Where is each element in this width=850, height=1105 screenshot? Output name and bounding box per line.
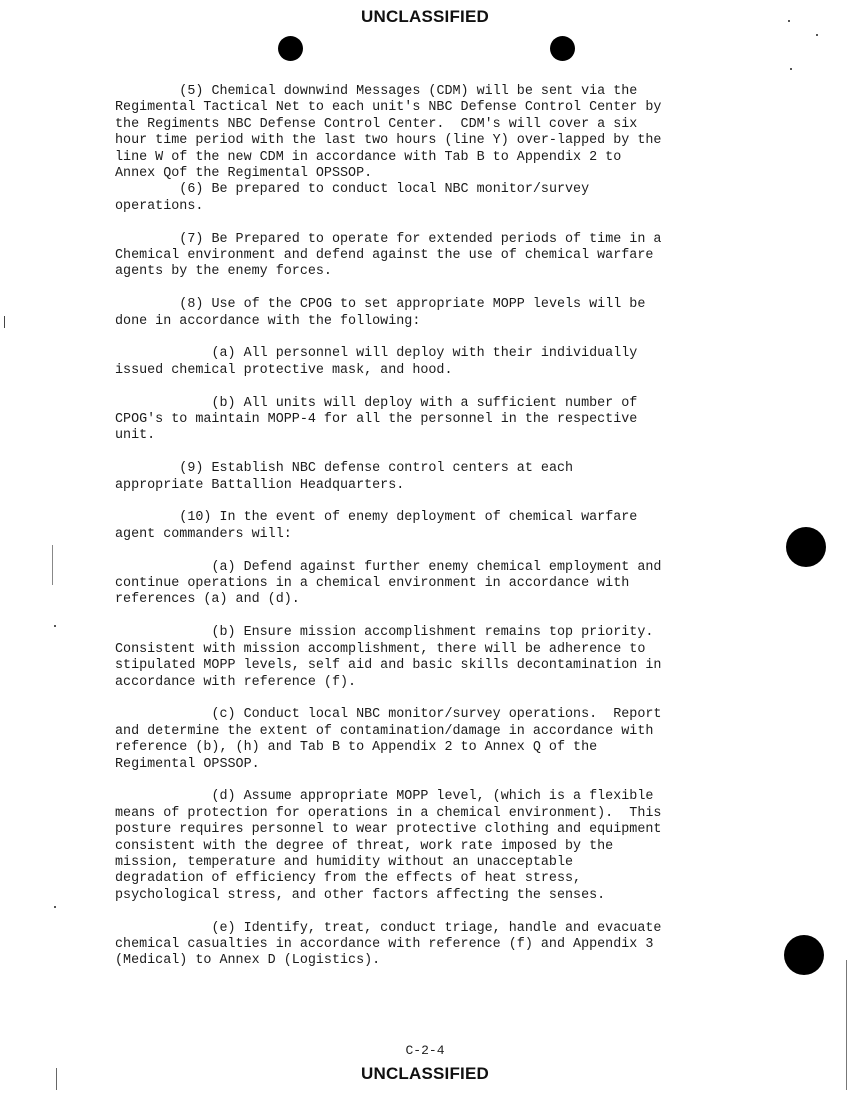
scan-speck [54,906,56,908]
scan-speck [788,20,790,22]
scan-speck [790,68,792,70]
paragraph-7: (7) Be Prepared to operate for extended periods of time in a Chemical environment and defend against the use of chemical warfare agents by the enemy forces. [115,231,662,280]
paragraph-5: (5) Chemical downwind Messages (CDM) will be sent via the Regimental Tactical Net to each unit's NBC Defense Control Center by the Regiments NBC Defense Control Center. CDM's will cover a six hour time period with the last two hours (line Y) over-lapped by the line W of the new CDM in accordance with Tab B to Appendix 2 to Annex Qof the Regimental OPSSOP. [115,84,662,182]
scan-edge-mark [52,545,53,585]
page-number: C-2-4 [405,1043,445,1058]
paragraph-8: (8) Use of the CPOG to set appropriate MOPP levels will be done in accordance with the following: [115,297,646,329]
paragraph-10a: (a) Defend against further enemy chemical employment and continue operations in a chemical environment in accordance with references (a) and (d). [115,559,662,608]
paragraph-10: (10) In the event of enemy deployment of chemical warfare agent commanders will: [115,510,638,542]
scan-edge-mark [846,960,847,1090]
document-body [115,84,795,970]
scan-speck [816,34,818,36]
scan-edge-mark [56,1068,57,1090]
paragraph-9: (9) Establish NBC defense control centers at each appropriate Battallion Headquarters. [115,461,574,493]
punch-hole [550,36,575,61]
bottom-classification-marking: UNCLASSIFIED [360,1064,490,1083]
paragraph-8b: (b) All units will deploy with a sufficient number of CPOG's to maintain MOPP-4 for all the personnel in the respective unit. [115,395,638,444]
scan-edge-mark [4,316,5,328]
paragraph-10b: (b) Ensure mission accomplishment remains top priority. Consistent with mission accomplishment, there will be adherence to stipulated MOPP levels, self aid and basic skills decontamination in accordance with reference (f). [115,625,662,690]
paragraph-8a: (a) All personnel will deploy with their individually issued chemical protective mask, and hood. [115,346,638,378]
top-classification-marking: UNCLASSIFIED [360,7,490,26]
paragraph-6: (6) Be prepared to conduct local NBC monitor/survey operations. [115,182,590,214]
paragraph-10e: (e) Identify, treat, conduct triage, handle and evacuate chemical casualties in accordance with reference (f) and Appendix 3 (Medical) to Annex D (Logistics). [115,920,662,969]
punch-hole [278,36,303,61]
paragraph-10c: (c) Conduct local NBC monitor/survey operations. Report and determine the extent of contamination/damage in accordance with reference (b), (h) and Tab B to Appendix 2 to Annex Q of the Regimental OPSSOP. [115,707,662,772]
scan-speck [54,625,56,627]
paragraph-10d: (d) Assume appropriate MOPP level, (which is a flexible means of protection for operations in a chemical environment). This posture requires personnel to wear protective clothing and equipment consistent with the degree of threat, work rate imposed by the mission, temperature and humidity without an unacceptable degradation of efficiency from the effects of heat stress, psychological stress, and other factors affecting the senses. [115,789,662,903]
